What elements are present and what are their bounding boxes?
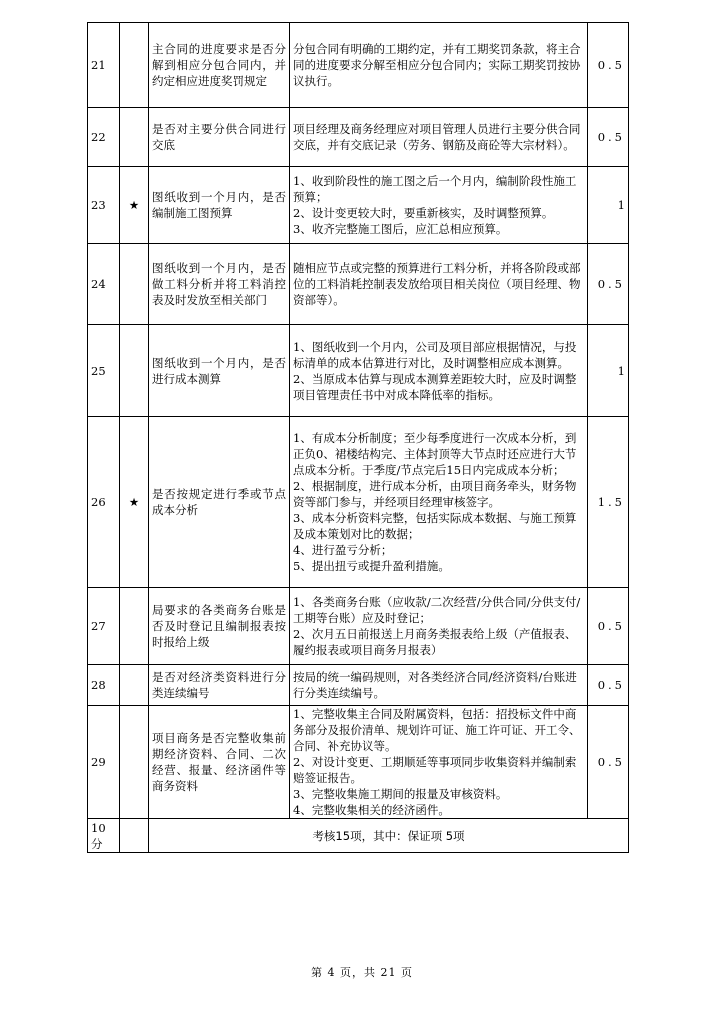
check-standard — [290, 167, 588, 244]
score: 0.5 — [588, 23, 629, 108]
standard-line: 3、收齐完整施工图后，应汇总相应预算。 — [293, 222, 508, 236]
check-item: 图纸收到一个月内，是否进行成本测算 — [149, 325, 290, 417]
check-standard — [290, 665, 588, 706]
check-item: 项目商务是否完整收集前期经济资料、合同、二次经营、报量、经济函件等商务资料 — [149, 706, 290, 819]
standard-line: 1、有成本分析制度；至少每季度进行一次成本分析，到正负0、裙楼结构完、主体封顶等大节点时还应进行大节点成本分析。于季度/节点完后15日内完成成本分析； — [293, 431, 577, 477]
table-row — [88, 706, 629, 819]
guarantee-star-icon — [120, 325, 149, 417]
assessment-table — [87, 22, 629, 853]
summary-text: 考核15项，其中：保证项 5项 — [149, 819, 629, 853]
check-standard — [290, 706, 588, 819]
guarantee-star-icon — [120, 588, 149, 665]
table-row — [88, 23, 629, 108]
guarantee-star-icon — [120, 665, 149, 706]
standard-line: 1、完整收集主合同及附属资料，包括：招投标文件中商务部分及报价清单、规划许可证、施工许可证、开工令、合同、补充协议等。 — [293, 707, 581, 753]
score: 0.5 — [588, 588, 629, 665]
row-number: 21 — [88, 23, 120, 108]
row-number: 26 — [88, 417, 120, 588]
standard-line: 随相应节点或完整的预算进行工料分析，并将各阶段或部位的工料消耗控制表发放给项目相关岗位（项目经理、物资部等）。 — [293, 261, 581, 307]
standard-line: 3、成本分析资料完整，包括实际成本数据、与施工预算及成本策划对比的数据； — [293, 511, 577, 541]
score: 0.5 — [588, 244, 629, 325]
standard-line: 4、完整收集相关的经济函件。 — [293, 803, 450, 817]
row-number: 23 — [88, 167, 120, 244]
check-standard — [290, 417, 588, 588]
check-item: 主合同的进度要求是否分解到相应分包合同内，并约定相应进度奖罚规定 — [149, 23, 290, 108]
standard-line: 4、进行盈亏分析； — [293, 543, 393, 557]
row-number: 24 — [88, 244, 120, 325]
summary-star-cell — [120, 819, 149, 853]
score: 0.5 — [588, 665, 629, 706]
standard-line: 1、收到阶段性的施工图之后一个月内，编制阶段性施工预算； — [293, 174, 577, 204]
check-standard — [290, 23, 588, 108]
page-footer: 第 4 页，共 21 页 — [311, 966, 413, 979]
table-row — [88, 167, 629, 244]
score: 1 — [588, 325, 629, 417]
row-number: 29 — [88, 706, 120, 819]
table-row — [88, 588, 629, 665]
assessment-rows — [88, 23, 629, 819]
score: 0.5 — [588, 108, 629, 167]
check-standard — [290, 588, 588, 665]
row-number: 27 — [88, 588, 120, 665]
guarantee-star-icon — [120, 244, 149, 325]
check-item: 是否按规定进行季或节点成本分析 — [149, 417, 290, 588]
table-row — [88, 108, 629, 167]
table-row — [88, 665, 629, 706]
guarantee-star-icon — [120, 108, 149, 167]
row-number: 22 — [88, 108, 120, 167]
score: 1 — [588, 167, 629, 244]
standard-line: 项目经理及商务经理应对项目管理人员进行主要分供合同交底，并有交底记录（劳务、钢筋及商砼等大宗材料）。 — [293, 122, 581, 152]
check-item: 局要求的各类商务台账是否及时登记且编制报表按时报给上级 — [149, 588, 290, 665]
standard-line: 2、当原成本估算与现成本测算差距较大时，应及时调整项目管理责任书中对成本降低率的指标。 — [293, 371, 577, 402]
table-row — [88, 244, 629, 325]
standard-line: 2、次月五日前报送上月商务类报表给上级（产值报表、履约报表或项目商务月报表） — [293, 627, 577, 657]
check-standard — [290, 244, 588, 325]
table-row — [88, 417, 629, 588]
check-item: 图纸收到一个月内，是否做工料分析并将工料消控表及时发放至相关部门 — [149, 244, 290, 325]
check-item: 是否对经济类资料进行分类连续编号 — [149, 665, 290, 706]
check-standard — [290, 325, 588, 417]
check-standard — [290, 108, 588, 167]
standard-line: 1、各类商务台账（应收款/二次经营/分供合同/分供支付/工期等台账）应及时登记； — [293, 595, 581, 625]
row-number: 28 — [88, 665, 120, 706]
standard-line: 2、根据制度，进行成本分析，由项目商务牵头，财务物资等部门参与，并经项目经理审核签字。 — [293, 479, 577, 509]
standard-line: 1、图纸收到一个月内，公司及项目部应根据情况，与投标清单的成本估算进行对比，及时调整相应成本测算。 — [293, 339, 577, 370]
standard-line: 5、提出扭亏或提升盈利措施。 — [293, 559, 450, 573]
row-number: 25 — [88, 325, 120, 417]
guarantee-star-icon — [120, 706, 149, 819]
summary-label: 10分 — [88, 819, 120, 853]
guarantee-star-icon: ★ — [120, 167, 149, 244]
standard-line: 2、设计变更较大时，要重新核实，及时调整预算。 — [293, 206, 554, 220]
check-item: 是否对主要分供合同进行交底 — [149, 108, 290, 167]
score: 1.5 — [588, 417, 629, 588]
score: 0.5 — [588, 706, 629, 819]
guarantee-star-icon — [120, 23, 149, 108]
table-row — [88, 325, 629, 417]
check-item: 图纸收到一个月内，是否编制施工图预算 — [149, 167, 290, 244]
standard-line: 3、完整收集施工期间的报量及审核资料。 — [293, 787, 508, 801]
standard-line: 按局的统一编码规则，对各类经济合同/经济资料/台账进行分类连续编号。 — [293, 670, 577, 700]
standard-line: 分包合同有明确的工期约定，并有工期奖罚条款，将主合同的进度要求分解至相应分包合同内；实际工期奖罚按协议执行。 — [293, 42, 581, 88]
guarantee-star-icon: ★ — [120, 417, 149, 588]
summary-row — [88, 819, 629, 853]
standard-line: 2、对设计变更、工期顺延等事项同步收集资料并编制索赔签证报告。 — [293, 755, 577, 785]
